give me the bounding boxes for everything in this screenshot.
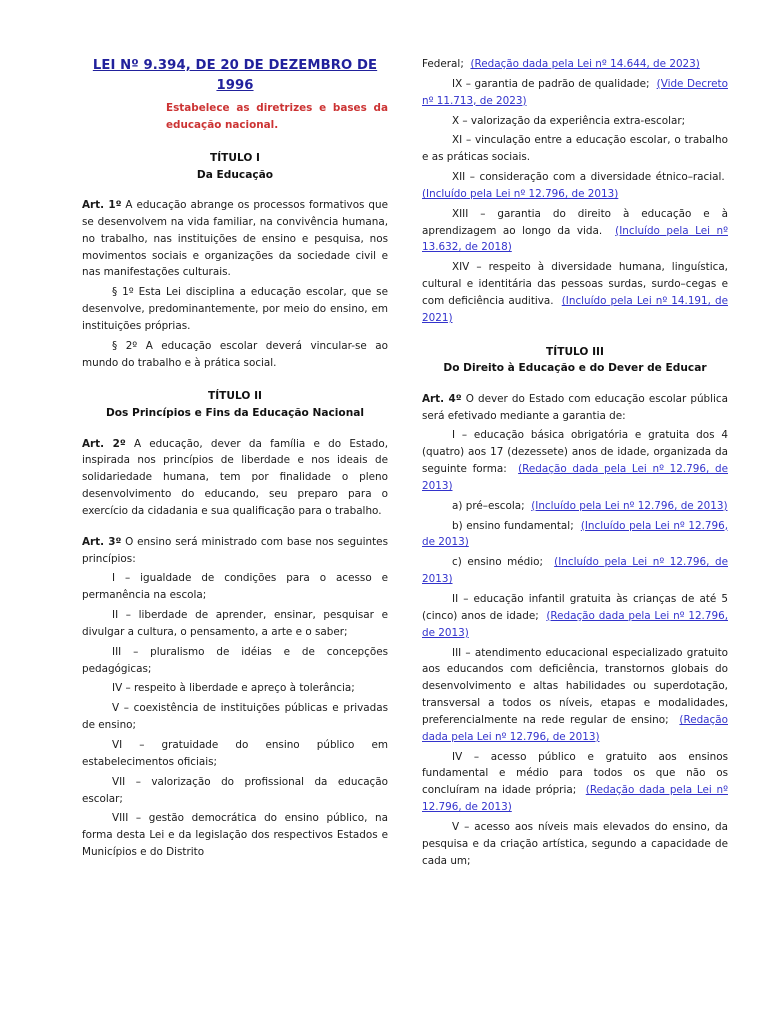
article-1-paragraph [82,197,388,281]
left-column [82,56,388,861]
inciso-v-text: V – acesso aos níveis mais elevados do ensino, da pesquisa e da criação artística, segundo a capacidade de cada um; [422,820,728,867]
law-link[interactable]: (Incluído pela Lei nº 13.632, de 2018) [422,224,729,254]
titulo-3-name: Do Direito à Educação e do Dever de Educar [443,362,707,375]
law-link[interactable]: (Incluído pela Lei nº 14.191, de 2021) [422,294,729,324]
inciso-iii-text: III – atendimento educacional especializado gratuito aos educandos com deficiência, transtornos globais do desenvolvimento e altas habilidades ou superdotação, transversal a todos os níveis, etapas e modalidades, preferencialmente na rede regular de ensino; [422,646,728,726]
article-4-text: O dever do Estado com educação escolar pública será efetivado mediante a garantia de: [422,392,728,422]
article-2-text: A educação, dever da família e do Estado, inspirada nos princípios de liberdade e nos ideais de solidariedade humana, tem por finalidade o pleno desenvolvimento do educando, seu preparo para o exercício da cidadania e sua qualificação para o trabalho. [82,437,388,517]
continuation-text: Federal; [422,58,464,70]
article-3-inciso-iv: IV – respeito à liberdade e apreço à tolerância; [112,682,355,695]
titulo-2-heading [82,388,388,421]
article-3-inciso-ii: II – liberdade de aprender, ensinar, pesquisar e divulgar a cultura, o pensamento, a arte e o saber; [82,609,388,638]
article-2-label: Art. 2º [82,437,126,450]
article-4-alinea-c [422,554,728,588]
article-3-inciso-ix [422,76,728,110]
titulo-2-number: TÍTULO II [208,390,262,403]
article-1-paragrafo-2: § 2º A educação escolar deverá vincular-se ao mundo do trabalho e à prática social. [82,339,388,369]
inciso-xiii-text: XIII – garantia do direito à educação e à aprendizagem ao longo da vida. [422,207,728,237]
alinea-b-text: b) ensino fundamental; [452,519,574,532]
law-link[interactable]: (Redação dada pela Lei nº 12.796, de 2013) [422,609,728,639]
article-3-inciso-x [422,113,728,130]
inciso-ii-text: II – educação infantil gratuita às crianças de até 5 (cinco) anos de idade; [422,592,728,622]
article-3-inciso-iii: III – pluralismo de idéias e de concepções pedagógicas; [82,645,388,675]
inciso-i-text: I – educação básica obrigatória e gratuita dos 4 (quatro) aos 17 (dezessete) anos de idade, organizada da seguinte forma: [422,429,728,476]
titulo-1-name: Da Educação [196,168,274,181]
article-2-paragraph [82,436,388,520]
article-3-paragraph [82,534,388,568]
article-3-label: Art. 3º [82,535,122,548]
titulo-1-heading [82,150,388,183]
law-link[interactable]: (Incluído pela Lei nº 12.796, de 2013) [422,556,729,586]
article-3-inciso-i: I – igualdade de condições para o acesso e permanência na escola; [82,572,388,602]
ementa-text: Estabelece as diretrizes e bases da educação nacional. [166,102,388,131]
article-3-inciso-viii: VIII – gestão democrática do ensino público, na forma desta Lei e da legislação dos respectivos Estados e Municípios e do Distrito [82,812,388,859]
article-3-inciso-xiii [422,206,728,257]
article-3-inciso-vii: VII – valorização do profissional da educação escolar; [82,775,388,805]
inciso-xiv-text: XIV – respeito à diversidade humana, linguística, cultural e identitária das pessoas surdas, surdo–cegas e com deficiência auditiva. [422,261,728,307]
law-link[interactable]: (Redação dada pela Lei nº 12.796, de 2013) [422,463,728,492]
article-1-label: Art. 1º [82,199,122,212]
article-4-label: Art. 4º [422,392,462,405]
inciso-ix-text: IX – garantia de padrão de qualidade; [452,77,650,90]
inciso-xii-text: XII – consideração com a diversidade étnico–racial. [452,171,725,184]
inciso-x-text: X – valorização da experiência extra-escolar; [452,114,686,127]
article-3-inciso-viii-continuation [422,56,728,73]
inciso-xi-text: XI – vinculação entre a educação escolar, o trabalho e as práticas sociais. [422,134,728,164]
article-4-inciso-v [422,819,728,870]
article-3-inciso-v: V – coexistência de instituições públicas e privadas de ensino; [82,702,388,732]
law-link[interactable]: (Vide Decreto nº 11.713, de 2023) [422,77,728,107]
article-4-paragraph [422,391,728,425]
article-1-paragrafo-1: § 1º Esta Lei disciplina a educação escolar, que se desenvolve, predominantemente, por meio do ensino, em instituições próprias. [82,286,388,332]
article-4-inciso-i [422,427,728,494]
article-1-text: A educação abrange os processos formativos que se desenvolvem na vida familiar, na convivência humana, no trabalho, nas instituições de ensino e pesquisa, nos movimentos sociais e organizações da sociedade civil e nas manifestações culturais. [82,199,388,279]
article-4-inciso-iii [422,645,728,746]
inciso-iv-text: IV – acesso público e gratuito aos ensinos fundamental e médio para todos os que não os concluíram na idade própria; [422,750,728,797]
law-link[interactable]: (Incluído pela Lei nº 12.796, de 2013) [531,499,728,512]
article-4-inciso-iv [422,749,728,816]
titulo-1-number: TÍTULO I [209,152,260,164]
article-3-text: O ensino será ministrado com base nos seguintes princípios: [82,535,388,565]
titulo-3-heading [422,344,728,377]
article-3-inciso-vi: VI – gratuidade do ensino público em estabelecimentos oficiais; [82,739,388,768]
article-4-inciso-ii [422,591,728,642]
article-3-inciso-xii [422,169,728,203]
law-link[interactable]: (Incluído pela Lei nº 12.796, de 2013) [422,187,619,200]
law-link[interactable]: (Redação dada pela Lei nº 12.796, de 2013) [422,784,728,814]
titulo-2-name: Dos Princípios e Fins da Educação Nacional [105,406,365,419]
alinea-c-text: c) ensino médio; [452,556,543,569]
law-link[interactable]: (Redação dada pela Lei nº 14.644, de 2023) [470,58,700,70]
law-link[interactable]: (Redação dada pela Lei nº 12.796, de 2013) [422,713,728,743]
article-4-alinea-a [422,498,728,515]
article-4-alinea-b [422,518,728,552]
alinea-a-text: a) pré–escola; [452,499,525,512]
right-column [422,56,728,869]
article-3-inciso-xiv [422,259,728,326]
article-3-inciso-xi [422,132,728,166]
two-column-layout [82,56,729,869]
page-title: LEI Nº 9.394, DE 20 DE DEZEMBRO DE 1996 [92,58,378,94]
law-link[interactable]: (Incluído pela Lei nº 12.796, de 2013) [422,519,729,549]
titulo-3-number: TÍTULO III [546,345,604,358]
